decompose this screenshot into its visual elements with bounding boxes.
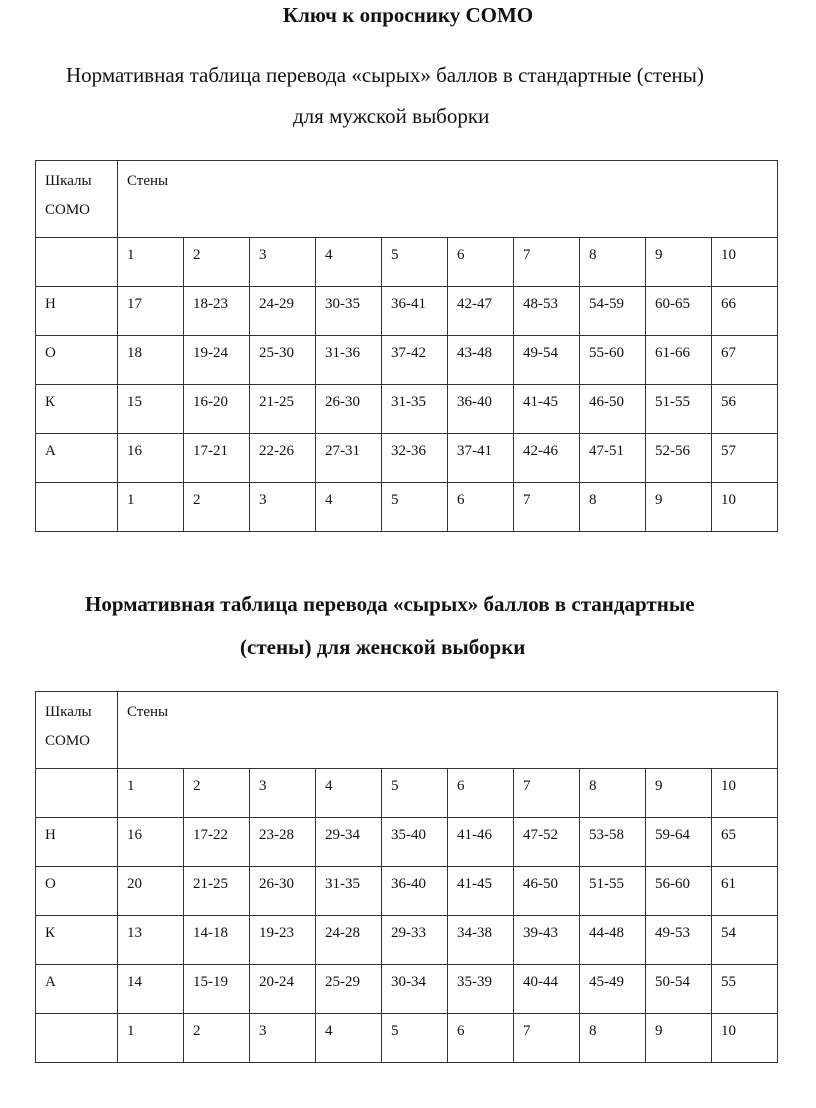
raw-score-cell: 23-28 xyxy=(250,818,316,867)
raw-score-cell: 24-28 xyxy=(316,916,382,965)
raw-score-cell: 19-23 xyxy=(250,916,316,965)
raw-score-cell: 31-35 xyxy=(316,867,382,916)
raw-score-cell: 54-59 xyxy=(580,287,646,336)
raw-score-cell: 41-45 xyxy=(514,385,580,434)
table-row xyxy=(36,287,778,336)
sten-number-cell: 10 xyxy=(712,1014,778,1063)
sten-number-cell: 9 xyxy=(646,769,712,818)
sten-number-cell: 7 xyxy=(514,1014,580,1063)
raw-score-cell: 45-49 xyxy=(580,965,646,1014)
sten-number-cell: 2 xyxy=(184,483,250,532)
raw-score-cell: 26-30 xyxy=(250,867,316,916)
scale-label-cell: О xyxy=(36,867,118,916)
sten-number-cell: 6 xyxy=(448,483,514,532)
raw-score-cell: 36-40 xyxy=(448,385,514,434)
raw-score-cell: 19-24 xyxy=(184,336,250,385)
raw-score-cell: 66 xyxy=(712,287,778,336)
female-header-row xyxy=(36,692,778,769)
sten-number-cell: 1 xyxy=(118,1014,184,1063)
male-norm-table xyxy=(35,160,778,532)
raw-score-cell: 21-25 xyxy=(250,385,316,434)
table-row xyxy=(36,336,778,385)
raw-score-cell: 31-35 xyxy=(382,385,448,434)
table-row xyxy=(36,916,778,965)
empty-cell xyxy=(36,769,118,818)
raw-score-cell: 17 xyxy=(118,287,184,336)
sten-number-cell: 2 xyxy=(184,1014,250,1063)
sten-number-cell: 10 xyxy=(712,483,778,532)
raw-score-cell: 41-45 xyxy=(448,867,514,916)
raw-score-cell: 13 xyxy=(118,916,184,965)
raw-score-cell: 36-40 xyxy=(382,867,448,916)
scale-header-line2: СОМО xyxy=(45,202,91,218)
raw-score-cell: 43-48 xyxy=(448,336,514,385)
sten-number-cell: 6 xyxy=(448,769,514,818)
scale-label-cell: А xyxy=(36,965,118,1014)
raw-score-cell: 36-41 xyxy=(382,287,448,336)
scale-label-cell: А xyxy=(36,434,118,483)
sten-number-cell: 4 xyxy=(316,238,382,287)
raw-score-cell: 49-54 xyxy=(514,336,580,385)
raw-score-cell: 24-29 xyxy=(250,287,316,336)
raw-score-cell: 65 xyxy=(712,818,778,867)
raw-score-cell: 32-36 xyxy=(382,434,448,483)
table-row xyxy=(36,434,778,483)
raw-score-cell: 47-52 xyxy=(514,818,580,867)
raw-score-cell: 29-33 xyxy=(382,916,448,965)
sten-number-cell: 2 xyxy=(184,238,250,287)
raw-score-cell: 31-36 xyxy=(316,336,382,385)
male-stens-header-cell: Стены xyxy=(118,161,778,238)
raw-score-cell: 61 xyxy=(712,867,778,916)
male-sten-numbers-row-bottom xyxy=(36,483,778,532)
raw-score-cell: 35-40 xyxy=(382,818,448,867)
raw-score-cell: 55 xyxy=(712,965,778,1014)
raw-score-cell: 51-55 xyxy=(580,867,646,916)
scale-label-cell: Н xyxy=(36,287,118,336)
raw-score-cell: 20 xyxy=(118,867,184,916)
raw-score-cell: 17-21 xyxy=(184,434,250,483)
raw-score-cell: 55-60 xyxy=(580,336,646,385)
female-stens-header-cell: Стены xyxy=(118,692,778,769)
raw-score-cell: 26-30 xyxy=(316,385,382,434)
raw-score-cell: 42-47 xyxy=(448,287,514,336)
sten-number-cell: 5 xyxy=(382,238,448,287)
raw-score-cell: 14-18 xyxy=(184,916,250,965)
raw-score-cell: 22-26 xyxy=(250,434,316,483)
sten-number-cell: 1 xyxy=(118,238,184,287)
raw-score-cell: 48-53 xyxy=(514,287,580,336)
raw-score-cell: 35-39 xyxy=(448,965,514,1014)
female-norm-table xyxy=(35,691,778,1063)
sten-number-cell: 3 xyxy=(250,483,316,532)
female-table-heading-line1: Нормативная таблица перевода «сырых» баллов в стандартные xyxy=(85,592,695,616)
raw-score-cell: 52-56 xyxy=(646,434,712,483)
raw-score-cell: 39-43 xyxy=(514,916,580,965)
sten-number-cell: 9 xyxy=(646,483,712,532)
sten-number-cell: 3 xyxy=(250,1014,316,1063)
sten-number-cell: 6 xyxy=(448,1014,514,1063)
female-scale-header-cell xyxy=(36,692,118,769)
sten-number-cell: 1 xyxy=(118,769,184,818)
sten-number-cell: 8 xyxy=(580,483,646,532)
sten-number-cell: 9 xyxy=(646,1014,712,1063)
raw-score-cell: 20-24 xyxy=(250,965,316,1014)
sten-number-cell: 2 xyxy=(184,769,250,818)
raw-score-cell: 44-48 xyxy=(580,916,646,965)
sten-number-cell: 3 xyxy=(250,769,316,818)
sten-number-cell: 8 xyxy=(580,238,646,287)
raw-score-cell: 46-50 xyxy=(514,867,580,916)
raw-score-cell: 25-29 xyxy=(316,965,382,1014)
raw-score-cell: 18-23 xyxy=(184,287,250,336)
raw-score-cell: 30-35 xyxy=(316,287,382,336)
scale-header-line1: Шкалы xyxy=(45,173,92,189)
table-row xyxy=(36,818,778,867)
raw-score-cell: 37-42 xyxy=(382,336,448,385)
raw-score-cell: 15 xyxy=(118,385,184,434)
raw-score-cell: 47-51 xyxy=(580,434,646,483)
sten-number-cell: 7 xyxy=(514,483,580,532)
empty-cell xyxy=(36,238,118,287)
sten-number-cell: 5 xyxy=(382,769,448,818)
raw-score-cell: 18 xyxy=(118,336,184,385)
sten-number-cell: 8 xyxy=(580,769,646,818)
female-sten-numbers-row-bottom xyxy=(36,1014,778,1063)
raw-score-cell: 41-46 xyxy=(448,818,514,867)
raw-score-cell: 27-31 xyxy=(316,434,382,483)
raw-score-cell: 16-20 xyxy=(184,385,250,434)
raw-score-cell: 30-34 xyxy=(382,965,448,1014)
raw-score-cell: 46-50 xyxy=(580,385,646,434)
scale-label-cell: К xyxy=(36,916,118,965)
scale-label-cell: К xyxy=(36,385,118,434)
table-row xyxy=(36,385,778,434)
raw-score-cell: 37-41 xyxy=(448,434,514,483)
raw-score-cell: 57 xyxy=(712,434,778,483)
empty-cell xyxy=(36,483,118,532)
raw-score-cell: 21-25 xyxy=(184,867,250,916)
raw-score-cell: 56 xyxy=(712,385,778,434)
male-sten-numbers-row-top xyxy=(36,238,778,287)
sten-number-cell: 10 xyxy=(712,769,778,818)
raw-score-cell: 54 xyxy=(712,916,778,965)
raw-score-cell: 51-55 xyxy=(646,385,712,434)
sten-number-cell: 8 xyxy=(580,1014,646,1063)
raw-score-cell: 49-53 xyxy=(646,916,712,965)
raw-score-cell: 50-54 xyxy=(646,965,712,1014)
raw-score-cell: 67 xyxy=(712,336,778,385)
raw-score-cell: 60-65 xyxy=(646,287,712,336)
raw-score-cell: 25-30 xyxy=(250,336,316,385)
sten-number-cell: 7 xyxy=(514,769,580,818)
scale-header-line1: Шкалы xyxy=(45,704,92,720)
raw-score-cell: 15-19 xyxy=(184,965,250,1014)
sten-number-cell: 4 xyxy=(316,1014,382,1063)
sten-number-cell: 10 xyxy=(712,238,778,287)
sten-number-cell: 9 xyxy=(646,238,712,287)
raw-score-cell: 17-22 xyxy=(184,818,250,867)
male-table-heading-line2: для мужской выборки xyxy=(293,104,490,128)
sten-number-cell: 1 xyxy=(118,483,184,532)
raw-score-cell: 40-44 xyxy=(514,965,580,1014)
sten-number-cell: 5 xyxy=(382,483,448,532)
raw-score-cell: 59-64 xyxy=(646,818,712,867)
empty-cell xyxy=(36,1014,118,1063)
raw-score-cell: 16 xyxy=(118,818,184,867)
female-sten-numbers-row-top xyxy=(36,769,778,818)
male-table-heading-line1: Нормативная таблица перевода «сырых» баллов в стандартные (стены) xyxy=(66,63,704,87)
raw-score-cell: 34-38 xyxy=(448,916,514,965)
raw-score-cell: 42-46 xyxy=(514,434,580,483)
male-scale-header-cell xyxy=(36,161,118,238)
female-table-heading-line2: (стены) для женской выборки xyxy=(240,635,526,659)
sten-number-cell: 4 xyxy=(316,483,382,532)
scale-label-cell: О xyxy=(36,336,118,385)
raw-score-cell: 61-66 xyxy=(646,336,712,385)
table-row xyxy=(36,965,778,1014)
raw-score-cell: 14 xyxy=(118,965,184,1014)
sten-number-cell: 5 xyxy=(382,1014,448,1063)
table-row xyxy=(36,867,778,916)
raw-score-cell: 53-58 xyxy=(580,818,646,867)
sten-number-cell: 3 xyxy=(250,238,316,287)
male-header-row xyxy=(36,161,778,238)
raw-score-cell: 16 xyxy=(118,434,184,483)
sten-number-cell: 7 xyxy=(514,238,580,287)
document-title: Ключ к опроснику СОМО xyxy=(282,3,534,27)
scale-header-line2: СОМО xyxy=(45,733,91,749)
sten-number-cell: 6 xyxy=(448,238,514,287)
raw-score-cell: 29-34 xyxy=(316,818,382,867)
scale-label-cell: Н xyxy=(36,818,118,867)
raw-score-cell: 56-60 xyxy=(646,867,712,916)
sten-number-cell: 4 xyxy=(316,769,382,818)
